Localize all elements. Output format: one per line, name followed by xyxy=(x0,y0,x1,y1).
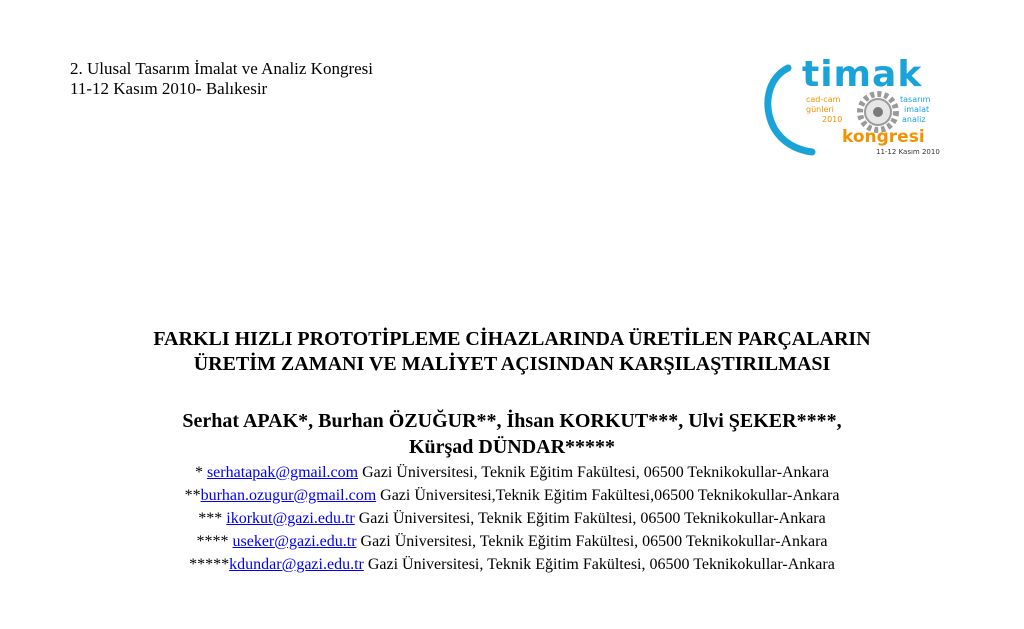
logo-small-right-3: analiz xyxy=(902,115,926,124)
affiliation-list xyxy=(0,461,1024,576)
affiliation-text: Gazi Üniversitesi, Teknik Eğitim Fakültesi, 06500 Teknikokullar-Ankara xyxy=(358,464,830,481)
email-link[interactable]: burhan.ozugur@gmail.com xyxy=(200,487,377,504)
email-link[interactable]: kdundar@gazi.edu.tr xyxy=(229,556,364,573)
affiliation-text: Gazi Üniversitesi, Teknik Eğitim Fakültesi, 06500 Teknikokullar-Ankara xyxy=(354,510,826,527)
logo-small-left-3: 2010 xyxy=(822,115,843,124)
affiliation-marker: * xyxy=(194,464,207,481)
logo-small-left-2: günleri xyxy=(806,105,834,114)
author-line-1: Serhat APAK*, Burhan ÖZUĞUR**, İhsan KORKUT***, Ulvi ŞEKER****, xyxy=(182,410,842,432)
paper-title xyxy=(0,327,1024,377)
affiliation-row xyxy=(0,484,1024,507)
affiliation-marker: **** xyxy=(196,533,233,550)
gear-icon xyxy=(860,94,896,130)
affiliation-text: Gazi Üniversitesi, Teknik Eğitim Fakültesi, 06500 Teknikokullar-Ankara xyxy=(356,533,828,550)
affiliation-text: Gazi Üniversitesi, Teknik Eğitim Fakültesi, 06500 Teknikokullar-Ankara xyxy=(363,556,835,573)
logo-small-right-1: tasarım xyxy=(900,95,931,104)
conference-name: 2. Ulusal Tasarım İmalat ve Analiz Kongresi xyxy=(70,59,374,78)
email-link[interactable]: ikorkut@gazi.edu.tr xyxy=(226,510,355,527)
affiliation-row xyxy=(0,530,1024,553)
email-link[interactable]: useker@gazi.edu.tr xyxy=(232,533,357,550)
paper-title-line-1: FARKLI HIZLI PROTOTİPLEME CİHAZLARINDA ÜRETİLEN PARÇALARIN xyxy=(153,328,871,350)
author-list xyxy=(0,408,1024,460)
logo-kongresi: kongresi xyxy=(842,127,925,147)
affiliation-row xyxy=(0,461,1024,484)
affiliation-marker: *** xyxy=(198,510,227,527)
timak-logo xyxy=(760,50,945,168)
conference-header xyxy=(70,59,373,99)
conference-date-location: 11-12 Kasım 2010- Balıkesir xyxy=(70,79,268,98)
author-line-2: Kürşad DÜNDAR***** xyxy=(408,436,616,458)
paper-title-line-2: ÜRETİM ZAMANI VE MALİYET AÇISINDAN KARŞILAŞTIRILMASI xyxy=(193,353,831,375)
logo-word: timak xyxy=(802,54,923,95)
email-link[interactable]: serhatapak@gmail.com xyxy=(206,464,359,481)
affiliation-text: Gazi Üniversitesi,Teknik Eğitim Fakültesi,06500 Teknikokullar-Ankara xyxy=(376,487,840,504)
logo-date: 11-12 Kasım 2010 xyxy=(876,148,940,156)
affiliation-row xyxy=(0,507,1024,530)
affiliation-row xyxy=(0,553,1024,576)
logo-small-right-2: imalat xyxy=(904,105,930,114)
affiliation-marker: ***** xyxy=(189,556,230,573)
affiliation-marker: ** xyxy=(184,487,201,504)
logo-small-left-1: cad-cam xyxy=(806,95,841,104)
